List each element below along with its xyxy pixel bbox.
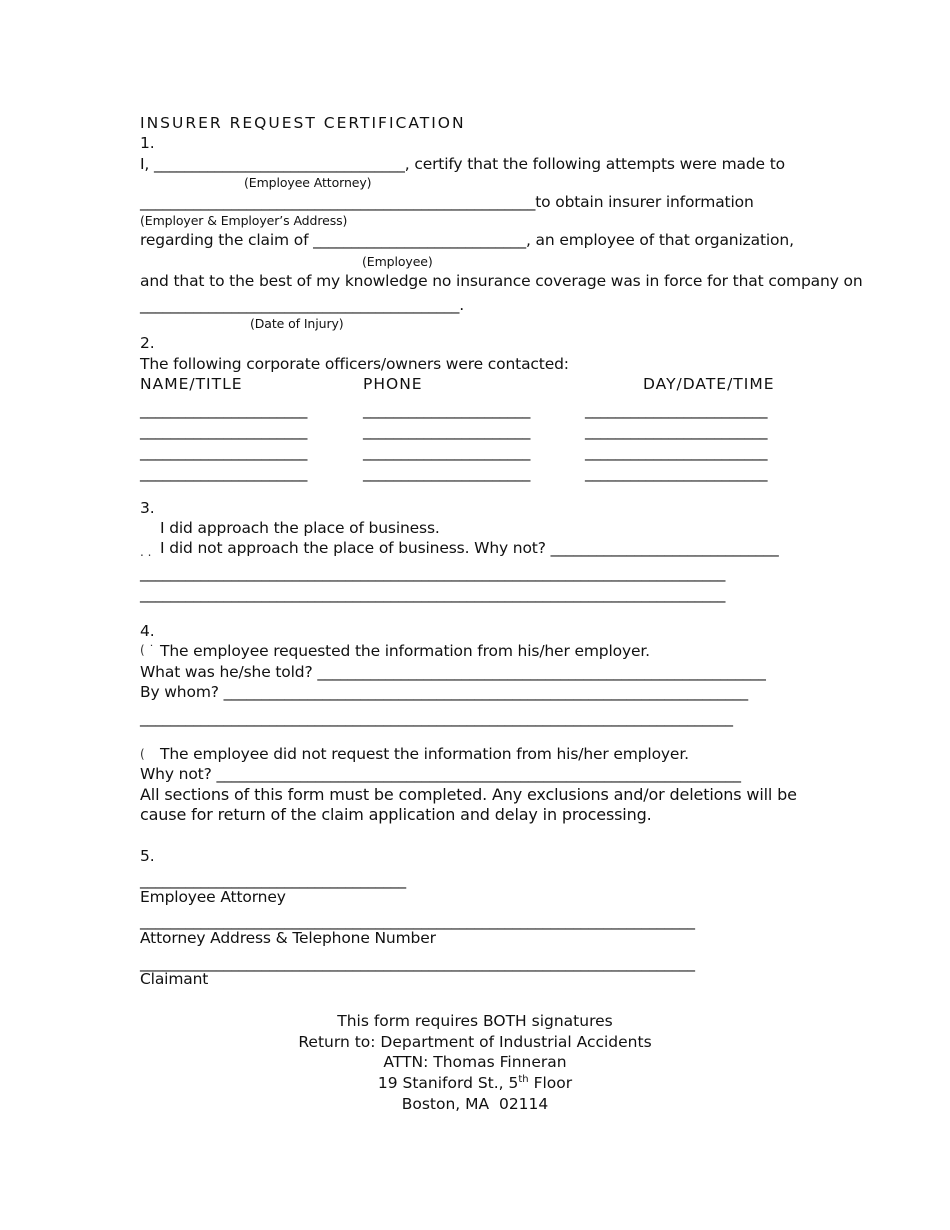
street-address-main: 19 Staniford St., 5 — [377, 1074, 519, 1092]
officer-datetime-field[interactable]: ________________________ — [585, 422, 768, 440]
told-field[interactable]: What was he/she told? ___________________________________________________________ — [140, 663, 766, 681]
employer-address-caption: (Employer & Employer’s Address) — [140, 213, 348, 228]
section-5-number: 5. — [140, 847, 155, 865]
header-day-date-time: DAY/DATE/TIME — [643, 375, 775, 393]
claim-line[interactable]: regarding the claim of ____________________________, an employee of that organization, — [140, 231, 794, 249]
employer-line[interactable]: ____________________________________________________to obtain insurer information — [140, 193, 754, 211]
notice-line-1: All sections of this form must be completed. Any exclusions and/or deletions will be — [140, 785, 797, 804]
certify-line[interactable]: I, _________________________________, certify that the following attempts were made to — [140, 155, 785, 173]
employee-attorney-label: Employee Attorney — [140, 888, 286, 906]
date-of-injury-caption: (Date of Injury) — [250, 316, 344, 331]
section-4-number: 4. — [140, 622, 155, 640]
date-of-injury-field[interactable]: __________________________________________. — [140, 296, 464, 314]
attorney-address-field[interactable]: _________________________________________________________________________ — [140, 912, 695, 930]
officer-datetime-field[interactable]: ________________________ — [585, 443, 768, 461]
officer-name-field[interactable]: ______________________ — [140, 422, 308, 440]
notice-line-2: cause for return of the claim application and delay in processing. — [140, 805, 652, 824]
officer-phone-field[interactable]: ______________________ — [363, 464, 531, 482]
requested-option[interactable]: The employee requested the information from his/her employer. — [160, 642, 650, 660]
street-address — [140, 1073, 810, 1094]
section-1-number: 1. — [140, 134, 155, 152]
checkbox-icon[interactable]: . . — [140, 545, 152, 559]
checkbox-icon[interactable]: ( — [140, 747, 145, 761]
header-name-title: NAME/TITLE — [140, 375, 243, 393]
officer-phone-field[interactable]: ______________________ — [363, 443, 531, 461]
officer-datetime-field[interactable]: ________________________ — [585, 464, 768, 482]
not-requested-option[interactable]: The employee did not request the information from his/her employer. — [160, 745, 689, 763]
reason-line[interactable]: _____________________________________________________________________________ — [140, 564, 726, 582]
section-3-number: 3. — [140, 499, 155, 517]
extra-line[interactable]: ______________________________________________________________________________ — [140, 709, 733, 727]
employee-caption: (Employee) — [362, 254, 433, 269]
approached-option[interactable]: I did approach the place of business. — [160, 519, 440, 537]
claimant-signature-field[interactable]: _________________________________________________________________________ — [140, 954, 695, 972]
section-2-number: 2. — [140, 334, 155, 352]
return-to: Return to: Department of Industrial Accidents — [298, 1033, 652, 1051]
street-address-floor: Floor — [528, 1074, 573, 1092]
officer-name-field[interactable]: ______________________ — [140, 401, 308, 419]
not-approached-option[interactable]: I did not approach the place of business. Why not? ______________________________ — [160, 539, 779, 557]
header-phone: PHONE — [363, 375, 423, 393]
attorney-signature-field[interactable]: ___________________________________ — [140, 871, 407, 889]
officer-phone-field[interactable]: ______________________ — [363, 422, 531, 440]
signatures-note: This form requires BOTH signatures — [337, 1012, 613, 1030]
why-not-field[interactable]: Why not? _____________________________________________________________________ — [140, 765, 741, 783]
form-title: INSURER REQUEST CERTIFICATION — [140, 114, 466, 132]
coverage-line: and that to the best of my knowledge no insurance coverage was in force for that company on — [140, 272, 863, 290]
by-whom-field[interactable]: By whom? _____________________________________________________________________ — [140, 683, 749, 701]
checkbox-icon[interactable]: ( ˙ — [140, 643, 155, 657]
attn-line: ATTN: Thomas Finneran — [383, 1053, 567, 1071]
employee-attorney-caption: (Employee Attorney) — [244, 175, 372, 190]
officer-name-field[interactable]: ______________________ — [140, 443, 308, 461]
floor-suffix: th — [518, 1073, 529, 1085]
officer-datetime-field[interactable]: ________________________ — [585, 401, 768, 419]
attorney-address-label: Attorney Address & Telephone Number — [140, 929, 436, 947]
officer-phone-field[interactable]: ______________________ — [363, 401, 531, 419]
officers-intro: The following corporate officers/owners were contacted: — [140, 355, 569, 373]
officer-name-field[interactable]: ______________________ — [140, 464, 308, 482]
city-state-zip: Boston, MA 02114 — [401, 1095, 549, 1113]
claimant-label: Claimant — [140, 970, 209, 988]
reason-line[interactable]: _____________________________________________________________________________ — [140, 585, 726, 603]
